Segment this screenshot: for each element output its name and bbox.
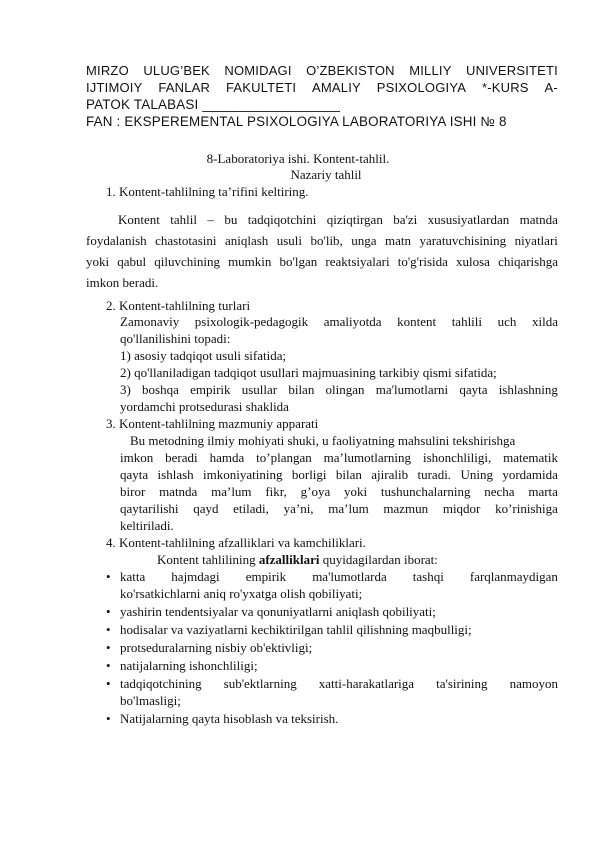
word: 3) [120,382,131,397]
word: bo'lib, [310,233,343,248]
word: bilan [335,467,362,482]
word: AMALIY [312,80,361,95]
word: O’ZBEKISTON [306,63,395,78]
bullet-item-continuation: bo'lmasligi; [120,693,181,708]
word: miqdor [442,501,481,516]
intro-text: quyidagilardan iborat: [319,552,438,567]
word: xususiyatlardan [427,212,510,227]
section-4-intro [157,552,438,568]
section-1-paragraph-line [86,233,558,249]
bullet-item: yashirin tendentsiyalar va qonuniyatlarni aniqlash qobiliyati; [120,604,436,619]
word: ishlash [157,467,194,482]
header-line-2 [86,80,558,96]
word: ishlashning [498,382,558,397]
word: amaliyotda [323,314,382,329]
word: – [207,212,214,227]
word: Uning [460,467,493,482]
bullet-icon: • [106,640,111,655]
word: tahlili [451,314,483,329]
word: usullar [241,382,278,397]
word: ULUG’BEK [143,63,210,78]
intro-text: Kontent tahlilining [157,552,259,567]
word: ya’ni, [283,501,314,516]
word: borligi [291,467,327,482]
word: usuli [276,233,303,248]
word: marta [528,484,558,499]
word: niyatlari [514,233,558,248]
word: necha [484,484,515,499]
word: mazmun [383,501,429,516]
bullet-item: hodisalar va vaziyatlarni kechiktirilgan tahlil qilishning maqbulligi; [120,622,472,637]
word: ko’rinishiga [495,501,558,516]
word: MIRZO [86,63,129,78]
word: ajiralib [371,467,409,482]
section-2-line [120,314,558,330]
bullet-icon: • [106,569,111,584]
word: fikr, [265,484,287,499]
word: uch [497,314,517,329]
header-line-3: PATOK TALABASI __________________ [86,97,341,112]
word: bilan [288,382,315,397]
section-2-heading: 2. Kontent-tahlilning turlari [106,298,251,313]
word: A- [544,80,558,95]
word: ta'sirining [436,676,488,691]
word: PSIXOLOGIYA [376,80,467,95]
section-2-line: qo'llanilishini topadi: [120,331,231,346]
intro-bold-text: afzalliklari [258,552,320,567]
word: reaktsiyalari [325,254,390,269]
word: *-KURS [481,80,529,95]
word: Zamonaviy [120,314,180,329]
section-3-heading: 3. Kontent-tahlilning mazmuniy apparati [106,416,319,431]
word: bu [224,212,238,227]
word: ma'lumotlarda [312,569,387,584]
word: hamda [209,450,245,465]
section-1-paragraph-line [86,254,558,270]
word: tadqiqotchini [247,212,317,227]
word: chiqarishga [498,254,558,269]
bullet-item [120,569,558,585]
section-2-list-item: 2) qo'llaniladigan tadqiqot usullari majmuasining tarkibiy qismi sifatida; [120,365,497,380]
word: boshqa [142,382,179,397]
bullet-icon: • [106,711,111,726]
header-line-1 [86,63,558,79]
bullet-icon: • [106,676,111,691]
word: beradi [165,450,198,465]
section-2-list-item: 1) asosiy tadqiqot usuli sifatida; [120,348,287,363]
word: yaratuvchisining [419,233,507,248]
word: hajmdagi [171,569,220,584]
word: ma’lumotlarning [323,450,412,465]
bullet-item: natijalarning ishonchliligi; [120,658,258,673]
word: qiluvchining [154,254,220,269]
section-2-line: yordamchi protsedurasi shaklida [120,399,289,414]
section-1-paragraph-line: imkon beradi. [86,275,159,290]
word: mumkin [228,254,272,269]
word: xulosa [456,254,490,269]
word: FAKULTETI [225,80,297,95]
bullet-item [120,676,558,692]
section-3-line [120,484,558,500]
word: unga [351,233,377,248]
section-1-paragraph-line [118,212,558,228]
word: kontent [397,314,437,329]
word: matn [385,233,411,248]
bullet-icon: • [106,622,111,637]
bullet-icon: • [106,604,111,619]
word: ba'zi [393,212,418,227]
word: biror [120,484,146,499]
word: yoki [86,254,110,269]
lab-subtitle: Nazariy tahlil [290,167,362,182]
lab-title: 8-Laboratoriya ishi. Kontent-tahlil. [206,151,390,166]
word: tahlil [170,212,198,227]
word: tadqiqotchining [120,676,202,691]
word: katta [120,569,146,584]
word: IJTIMOIY [86,80,143,95]
word: empirik [190,382,231,397]
section-2-list-item [120,382,558,398]
word: olingan [325,382,365,397]
word: ishonchliligi, [422,450,492,465]
word: qayta [459,382,488,397]
word: turadi. [417,467,452,482]
word: xilda [531,314,558,329]
section-3-line [120,501,558,517]
word: UNIVERSITETI [466,63,558,78]
word: ma’lum [211,484,252,499]
word: to’plangan [256,450,312,465]
word: ma’lum [328,501,369,516]
word: tashqi [412,569,444,584]
section-3-line [120,467,558,483]
word: imkon [120,450,154,465]
word: namoyon [509,676,558,691]
word: etiladi, [233,501,269,516]
section-1-heading: 1. Kontent-tahlilning ta’rifini keltiring. [106,184,309,199]
word: chastotasini [155,233,217,248]
word: FANLAR [158,80,211,95]
word: qayd [193,501,219,516]
bullet-item: Natijalarning qayta hisoblash va teksirish. [120,711,339,726]
word: qayta [120,467,149,482]
word: aniqlash [224,233,269,248]
word: imkoniyatining [203,467,283,482]
word: foydalanish [86,233,147,248]
word: MILLIY [409,63,452,78]
word: farqlanmaydigan [469,569,558,584]
word: to'g'risida [397,254,448,269]
bullet-item-continuation: ko'rsatkichlarni aniq ro'yxatga olish qobiliyati; [120,586,363,601]
word: NOMIDAGI [224,63,292,78]
word: xatti-harakatlariga [318,676,415,691]
word: yoki [344,484,368,499]
word: bo'lgan [279,254,318,269]
word: ma'lumotlarni [375,382,449,397]
word: psixologik-pedagogik [194,314,309,329]
section-3-line: keltiriladi. [120,518,174,533]
bullet-icon: • [106,658,111,673]
word: yordamida [502,467,558,482]
word: tushunchalarning [380,484,471,499]
word: matnda [159,484,198,499]
word: qaytarilishi [120,501,179,516]
word: sub'ektlarning [223,676,297,691]
word: matematik [503,450,558,465]
header-line-4: FAN : EKSPEREMENTAL PSIXOLOGIYA LABORATORIYA ISHI № 8 [86,114,507,129]
word: matnda [519,212,558,227]
section-3-line [120,450,558,466]
bullet-item: protseduralarning nisbiy ob'ektivligi; [120,640,313,655]
word: qiziqtirgan [326,212,383,227]
word: empirik [245,569,287,584]
word: Kontent [118,212,160,227]
section-3-line: Bu metodning ilmiy mohiyati shuki, u faoliyatning mahsulini tekshirishga [130,433,516,448]
word: qabul [117,254,147,269]
section-4-heading: 4. Kontent-tahlilning afzalliklari va kamchiliklari. [106,535,366,550]
word: g’oya [300,484,331,499]
